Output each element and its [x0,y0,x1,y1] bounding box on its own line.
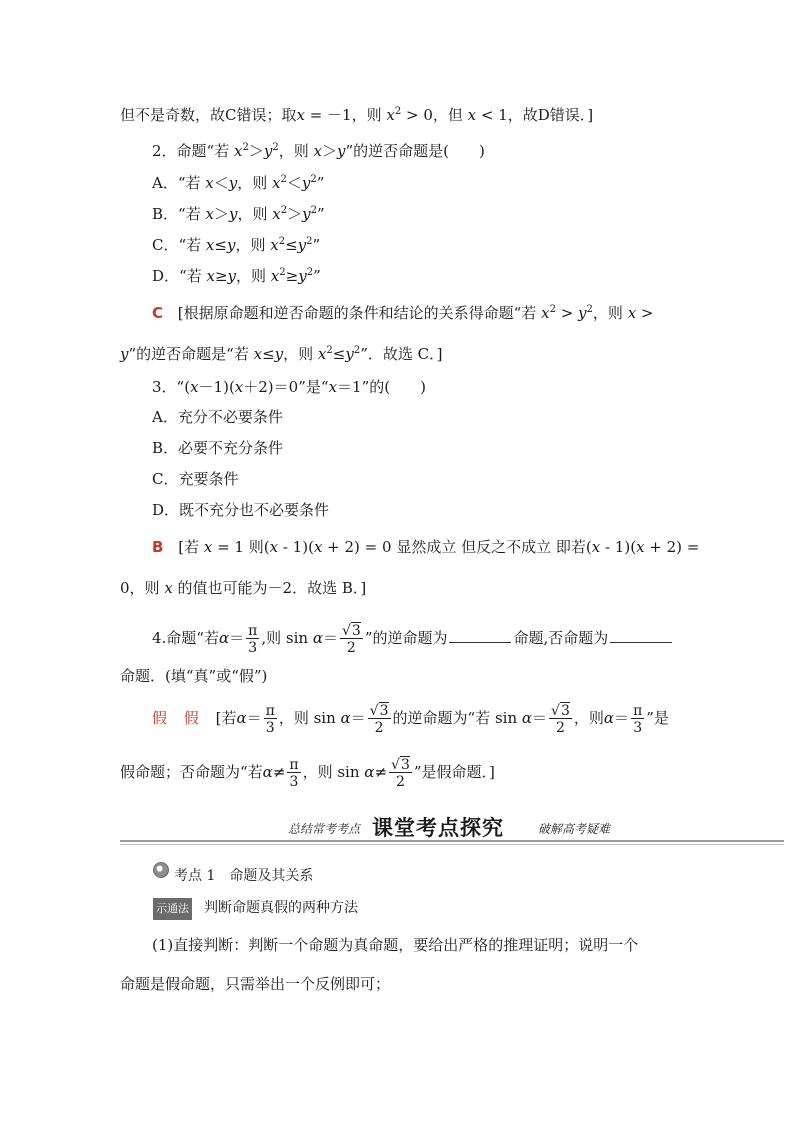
fraction-root3-over-2: $\frac{√3}{2}$ [341,622,361,656]
q4-answer-2: 假 [183,709,199,727]
q3-answer-line: B [若 x = 1 则(x - 1)(x + 2) = 0 显然成立 但反之不成立 即若(x - 1)(x + 2) = [152,538,700,556]
q3-option-b: B．必要不充分条件 [152,439,284,457]
banner-left-text: 总结常考考点 [288,822,361,836]
q2-option-b: B．“若 x＞y，则 $x^2>y^2$” [152,205,325,223]
q2-option-a: A．“若 x＜y，则 $x^2<y^2$” [152,174,325,192]
method-paragraph-1: (1)直接判断：判断一个命题为真命题，要给出严格的推理证明；说明一个 [152,936,639,954]
banner-title: 课堂考点探究 [372,816,504,840]
fraction-pi-over-3: $\frac{\pi}{3}$ [248,622,258,656]
q3-explanation-2: 0，则 x 的值也可能为－2．故选 B．] [120,579,367,597]
q2-explanation-2: y”的逆否命题是“若 x≤y，则 $x^2\le y^2$”．故选 C．] [120,345,443,363]
method-paragraph-2: 命题是假命题，只需举出一个反例即可； [120,975,391,993]
bullet-circle-icon [153,862,169,878]
q4-blank-1[interactable] [449,628,511,643]
q2-stem: 2．命题“若 $x^2>y^2$，则 x＞y”的逆否命题是( ) [152,142,485,160]
q3-answer: B [152,538,164,556]
q3-option-a: A．充分不必要条件 [152,408,283,426]
q2-answer: C [152,304,164,322]
banner-right-text: 破解高考疑难 [538,822,611,836]
banner-divider-thin [120,844,784,845]
q4-stem: 4.命题“若α＝ $\frac{\pi}{3}$ ,则 sin α＝ $\frac{√3}{2}$ ”的逆命题为 命题,否命题为 [152,620,674,656]
kaodian-title: 考点 1 命题及其关系 [174,868,314,884]
banner-divider [120,840,784,842]
q3-stem: 3．“(x－1)(x＋2)＝0”是“x＝1”的( ) [152,378,426,396]
q2-option-c: C．“若 x≤y，则 $x^2\le y^2$” [152,236,321,254]
q1-explanation-tail: 但不是奇数，故C错误；取x = －1，则 $x^2 > 0$，但 x < 1，故D错误．] [120,106,594,124]
q2-answer-line: C [根据原命题和逆否命题的条件和结论的关系得命题“若 $x^2 > y^2$，则 x > [152,304,654,322]
q4-blank-2[interactable] [610,628,672,643]
q4-answer-line: 假 假 [若α＝ $\frac{\pi}{3}$ ，则 sin α＝ $\frac{√3}{2}$ 的逆命题为“若 sin α＝ $\frac{√3}{2}$ ，则α＝ $\frac{\pi}{3}$ ”是 [152,702,669,736]
q4-explanation-2: 假命题；否命题为“若α≠ $\frac{\pi}{3}$ ，则 sin α≠ $\frac{√3}{2}$ ”是假命题．] [120,756,495,790]
section-banner [120,812,784,852]
method-heading: 示通法 判断命题真假的两种方法 [153,898,358,920]
q3-option-c: C．充要条件 [152,470,239,488]
q4-stem-line2: 命题．(填“真”或“假”) [120,667,268,685]
q3-option-d: D．既不充分也不必要条件 [152,501,330,519]
method-tag: 示通法 [153,898,192,920]
q2-option-d: D．“若 x≥y，则 $x^2\ge y^2$” [152,267,321,285]
q4-answer-1: 假 [152,709,168,727]
